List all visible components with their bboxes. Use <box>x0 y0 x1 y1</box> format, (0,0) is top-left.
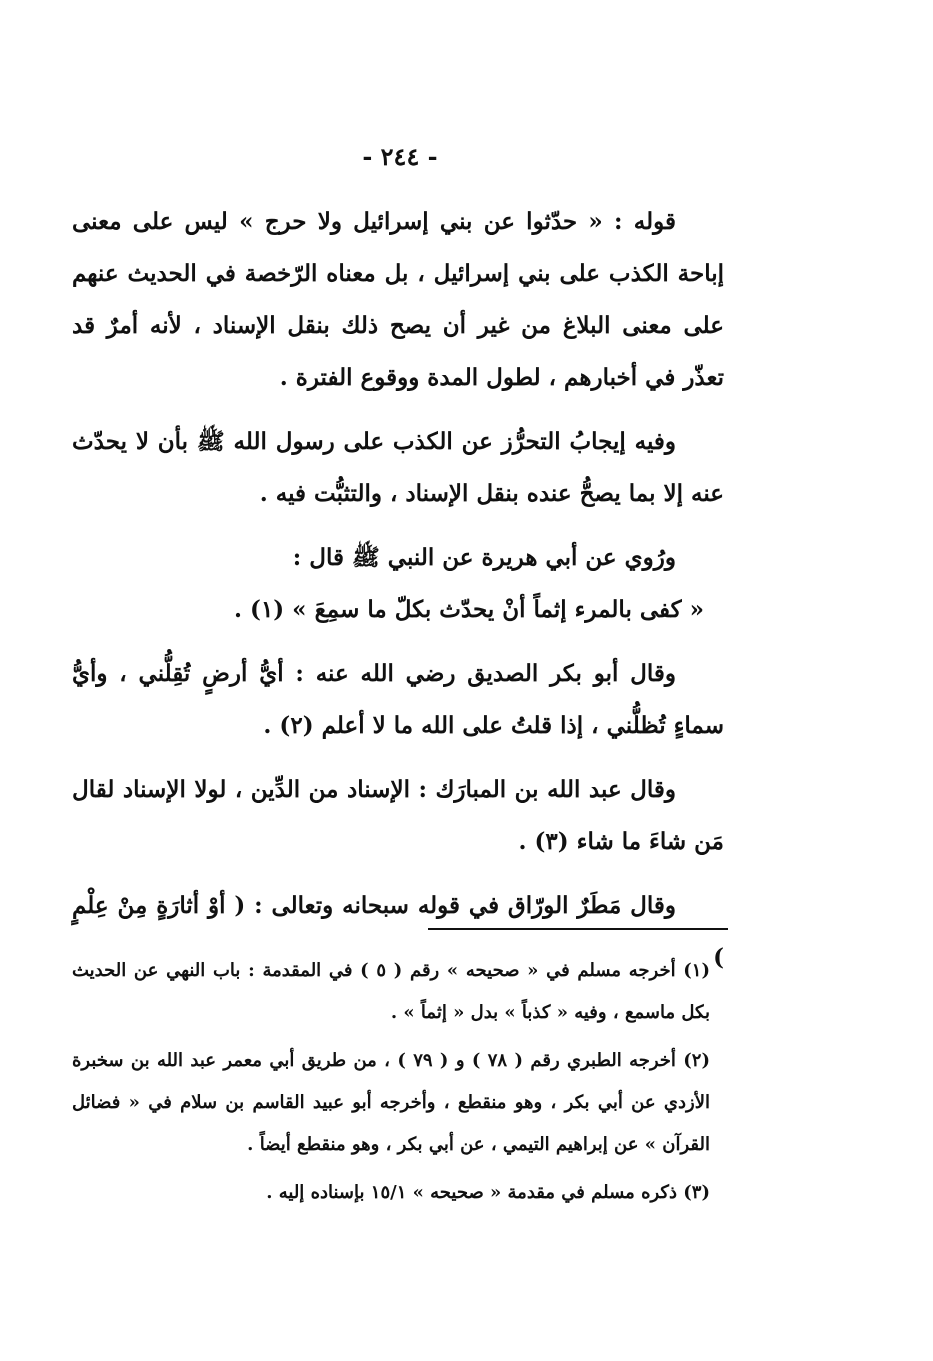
paragraph-hadith-commentary: قوله : « حدّثوا عن بني إسرائيل ولا حرج » ليس على معنى إباحة الكذب على بني إسرائيل ، بل معناه الرّخصة في الحديث عنهم على معنى البلاغ من غير أن يصح ذلك بنقل الإسناد ، لأنه أمرٌ قد تعذّر في أخبارهم ، لطول المدة ووقوع الفترة . <box>72 208 724 391</box>
paragraph-matar: وقال مَطَرٌ الورّاق في قوله سبحانه وتعالى : ( أوْ أثارَةٍ مِنْ عِلْمٍ ) <box>72 892 724 971</box>
narration-intro: ورُوي عن أبي هريرة عن النبي ﷺ قال : <box>292 544 676 571</box>
footnotes <box>72 950 724 1220</box>
footnote-2: (٢) أخرجه الطبري رقم ( ٧٨ ) و ( ٧٩ ) ، من طريق أبي معمر عبد الله بن سخبرة الأزدي عن أبي بكر ، وهو منقطع ، وأخرجه أبو عبيد القاسم بن سلام في « فضائل القرآن » عن إبراهيم التيمي ، عن أبي بكر ، وهو منقطع أيضاً . <box>72 1050 710 1155</box>
footnote-1: (١) أخرجه مسلم في « صحيحه » رقم ( ٥ ) في المقدمة : باب النهي عن الحديث بكل ماسمع ، وفيه « كذباً » بدل « إثماً » . <box>72 960 710 1023</box>
page-number: - ٢٤٤ - <box>362 142 438 171</box>
paragraph-ibn-al-mubarak: وقال عبد الله بن المبارَك : الإسناد من الدِّين ، لولا الإسناد لقال مَن شاءَ ما شاء (٣) . <box>72 776 724 855</box>
paragraph-abu-hurayra <box>72 532 724 636</box>
footnote-3: (٣) ذكره مسلم في مقدمة « صحيحه » ١٥/١ بإسناده إليه . <box>266 1182 710 1203</box>
paragraph-abu-bakr: وقال أبو بكر الصديق رضي الله عنه : أيُّ أرضٍ تُقِلُّني ، وأيُّ سماءٍ تُظلُّني ، إذا قلتُ على الله ما لا أعلم (٢) . <box>72 660 724 739</box>
footnote-separator <box>428 928 728 930</box>
hadith-quote: « كفى بالمرء إثماً أنْ يحدّث بكلّ ما سمِعَ » (١) . <box>234 596 704 623</box>
main-text <box>72 196 724 996</box>
paragraph-caution: وفيه إيجابُ التحرُّز عن الكذب على رسول الله ﷺ بأن لا يحدّث عنه إلا بما يصحُّ عنده بنقل الإسناد ، والتثبُّت فيه . <box>72 428 724 507</box>
